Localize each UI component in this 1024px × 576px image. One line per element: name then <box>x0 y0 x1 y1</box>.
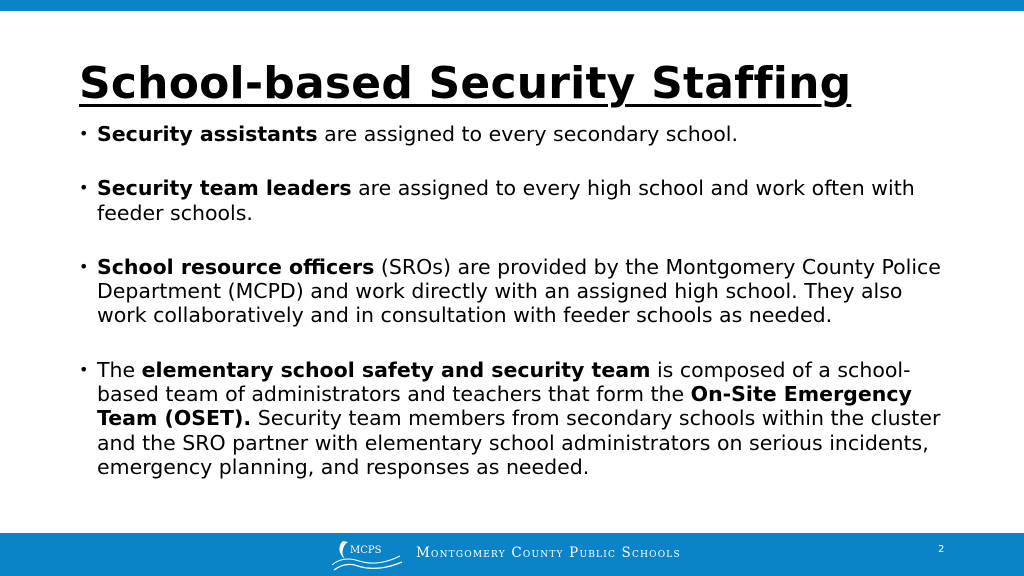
bullet-text: are assigned to every high school and work often with feeder schools. <box>97 176 915 225</box>
bullet-text: (SROs) are provided by the Montgomery County Police Department (MCPD) and work directly with an assigned high school. They also work collaboratively and in consultation with feeder schools as needed. <box>97 254 941 328</box>
bullet-text: Security team members from secondary schools within the cluster and the SRO partner with elementary school administrators on serious incidents, emergency planning, and responses as needed. <box>97 406 941 479</box>
bullet-emphasis-text: Security team leaders <box>97 176 352 201</box>
bullet-emphasis-text: On-Site Emergency Team (OSET). <box>97 382 912 431</box>
bullet-dot-icon: • <box>79 178 89 198</box>
bullet-item <box>79 122 949 146</box>
bullet-item <box>79 176 949 225</box>
bullet-dot-icon: • <box>79 359 89 379</box>
bullet-text: are assigned to every secondary school. <box>317 122 739 146</box>
bullet-dot-icon: • <box>79 256 89 276</box>
organization-name: Montgomery County Public Schools <box>416 545 681 561</box>
bullet-item <box>79 255 949 328</box>
bullet-text: is composed of a school-based team of administrators and teachers that form the <box>97 357 911 407</box>
bullet-list <box>79 122 949 509</box>
bullet-emphasis-text: Security assistants <box>97 122 318 146</box>
page-number: 2 <box>938 544 945 555</box>
mcps-logo <box>328 536 406 574</box>
bullet-dot-icon: • <box>79 124 89 143</box>
bullet-item <box>79 358 949 479</box>
bullet-emphasis-text: elementary school safety and security team <box>141 357 651 382</box>
top-accent-bar <box>0 0 1024 11</box>
bullet-emphasis-text: School resource officers <box>97 254 375 279</box>
slide-title: School-based Security Staffing <box>79 58 852 109</box>
bullet-text: The <box>97 357 142 382</box>
logo-text: MCPS <box>350 545 382 556</box>
